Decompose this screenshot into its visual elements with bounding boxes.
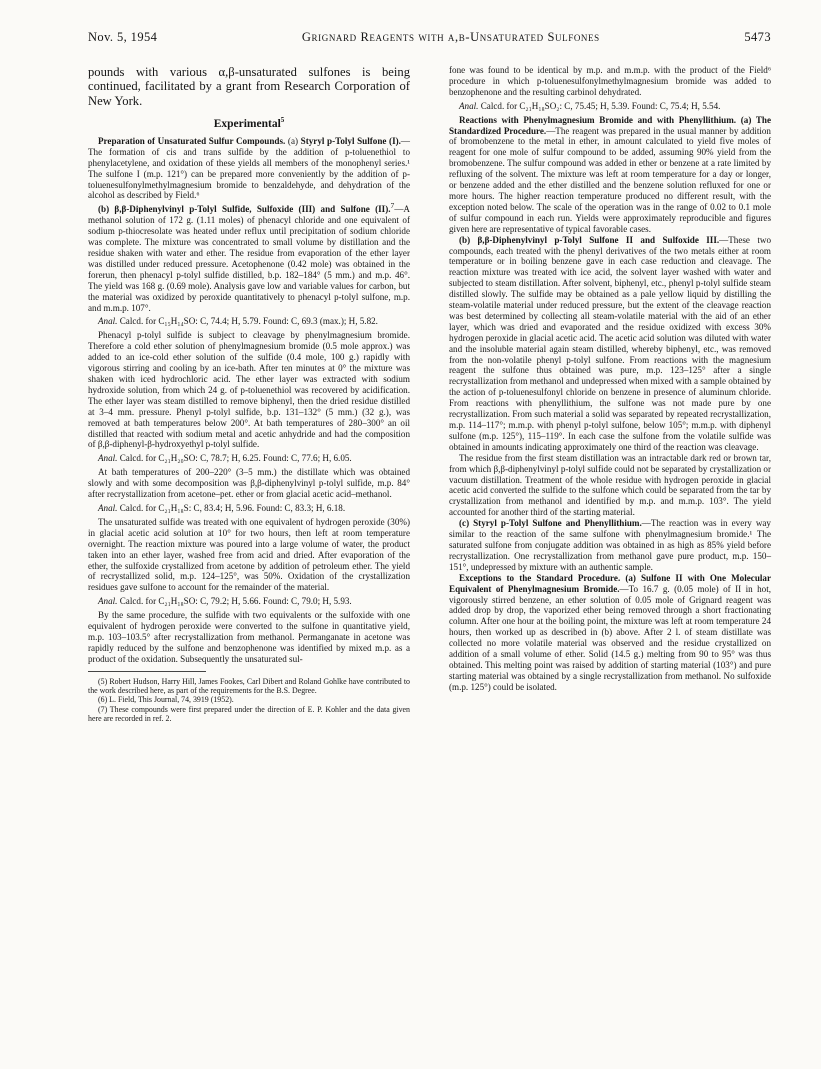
analysis-label: Anal. — [98, 596, 118, 607]
paragraph-distillate: At bath temperatures of 200–220° (3–5 mm.) the distillate which was obtained slowly and with some decomposition was β,β-diphenylvinyl p-tolyl sulfide, m.p. 84° after recrystallization from acetone–pet. ether or from glacial acetic acid–methanol. — [88, 467, 410, 500]
item-label: (a) — [287, 135, 299, 146]
closing-paragraph: pounds with various α,β-unsaturated sulfones is being continued, facilitated by a grant from Research Corporation of New York. — [88, 65, 410, 108]
paragraph-sulfone: By the same procedure, the sulfide with two equivalents or the sulfoxide with one equivalent of hydrogen peroxide were converted to the sulfone in quantitative yield, m.p. 103–103.5° after recrystallization from methanol. Permanganate in acetone was rapidly reduced by the sulfone and benzophenone was identified by mixed m.p. as a product of the oxidation. Subsequently the unsaturated sul- — [88, 610, 410, 664]
section-title: Experimental — [213, 118, 281, 131]
subheading: (a) Sulfone II with One Molecular Equivalent of Phenylmagnesium Bromide. — [449, 572, 771, 594]
analysis-label: Anal. — [98, 316, 118, 327]
subheading: (b) β,β-Diphenylvinyl p-Tolyl Sulfone II and Sulfoxide III. — [459, 234, 720, 245]
analysis-values: Calcd. for C₁₅H₁₄SO: C, 74.4; H, 5.79. Found: C, 69.3 (max.); H, 5.82. — [119, 316, 378, 327]
paragraph-sulfoxide: The unsaturated sulfide was treated with one equivalent of hydrogen peroxide (30%) in glacial acetic acid solution at 10° for two hours, then left at room temperature overnight. The reaction mixture was poured into a large volume of water, the product taken into an ether layer, washed free from acid and dried. After evaporation of the ether, the sulfoxide crystallized from acetone by addition of petroleum ether. The yield of recrystallized solid, m.p. 124–125°, was 50%. Oxidation of the crystallization residues gave sulfone to account for the remainder of the material. — [88, 516, 410, 593]
section-footnote-ref: 5 — [280, 116, 285, 125]
issue-date: Nov. 5, 1954 — [88, 30, 158, 44]
analysis-label: Anal. — [98, 502, 118, 513]
paragraph-body: —The reagent was prepared in the usual manner by addition of bromobenzene to the metal in ether, in amount calculated to yield five moles of reagent for one mole of sulfur compound to be added, assuming 90% yield from the bromobenzene. The sulfur compound was added in ether or benzene at a rate limited by refluxing of the solvent. The mixture was left at room temperature for a day or longer, or benzene added and the ether distilled and the benzene solution refluxed for one or more hours. The higher reaction temperature produced no different result, with the exception noted below. The scale of the operation was in the range of 0.02 to 0.1 mole of sulfur compound in each run. Yields were approximately reproducible and figures given here are representative of typical favorable cases. — [449, 125, 771, 234]
analysis-values: Calcd. for C₂₁H₁₈S: C, 83.4; H, 5.96. Found: C, 83.3; H, 6.18. — [119, 502, 346, 513]
analysis-line — [88, 503, 410, 514]
section-heading — [88, 115, 410, 130]
paragraph-body: —These two compounds, each treated with the phenyl derivatives of the two metals either at room temperature or in boiling benzene gave in each case reduction and cleavage. The reaction mixture was treated with ice acid, the solvent layer washed with water and subjected to steam distillation. After solvent, biphenyl, etc., phenyl p-tolyl sulfide steam distilled slowly. The sulfide may be obtained as a pale yellow liquid by distilling the steam-volatile material under reduced pressure, but the extent of the cleavage reaction was best determined by collecting all steam-volatile material with the aid of an ether layer, which was dried and evaporated and the residue oxidized with excess 30% hydrogen peroxide in glacial acetic acid. The acetic acid solution was diluted with water and the insoluble material again steam distilled, whereby biphenyl, etc., was removed from the non-volatile phenyl p-tolyl sulfone. From reactions with the magnesium reagent the sulfone thus obtained was pure, m.p. 123–125° after a single recrystallization from methanol and undepressed when mixed with a sample obtained by the action of p-toluenesulfonyl chloride on benzene in presence of aluminum chloride. From reactions with phenyllithium, the sulfone was not made pure by one recrystallization. From such material a solid was separated by repeated recrystallization, m.p. 114–117°; m.m.p. with phenyl p-tolyl sulfone, below 105°; m.m.p. with diphenyl sulfone (m.p. 125°), 115–119°. In each case the sulfone from the volatile sulfide was obtained in amounts indicating approximately one third of the reaction was cleavage. — [449, 234, 772, 452]
footnote-6: (6) L. Field, This Journal, 74, 3919 (1952). — [98, 695, 234, 705]
analysis-line — [88, 596, 410, 607]
subheading: (b) β,β-Diphenylvinyl p-Tolyl Sulfide, Sulfoxide (III) and Sulfone (II). — [98, 204, 391, 215]
analysis-values: Calcd. for C₂₁H₁₈SO: C, 79.2; H, 5.66. Found: C, 79.0; H, 5.93. — [119, 596, 352, 607]
paragraph-body: —The reaction was in every way similar to the reaction of the same sulfone with phenylmagnesium bromide.¹ The saturated sulfone from conjugate addition was obtained in as high as 85% yield before recrystallization. One recrystallization from methanol gave pure product, m.p. 150–151°, undepressed by mixture with an authentic sample. — [449, 518, 771, 572]
paragraph-cleavage: Phenacyl p-tolyl sulfide is subject to cleavage by phenylmagnesium bromide. Therefore a cold ether solution of phenylmagnesium bromide (0.5 mole approx.) was added to an ice-cold ether solution of the sulfide (0.4 mole, 100 g.) rapidly with vigorous stirring and cooling by an ice-bath. After ten minutes at 0° the mixture was shaken with iced hydrochloric acid. The ether layer was extracted with sodium hydroxide solution, from which 24 g. of p-toluenethiol was recovered by acidification. The ether layer was steam distilled to remove biphenyl, then the dried residue distilled at 3–4 mm. pressure. Phenyl p-tolyl sulfide, b.p. 131–132° (5 mm.) (32 g.), was removed at bath temperatures below 200°. At bath temperatures of 280–300° an oil distilled that reacted with sodium metal and acetic anhydride and had the composition of β,β-diphenyl-β-hydroxyethyl p-tolyl sulfide. — [88, 330, 410, 450]
paragraph-sulfone-sulfoxide — [449, 235, 771, 453]
paragraph-reactions — [449, 115, 771, 235]
analysis-label: Anal. — [459, 100, 479, 111]
subheading: Styryl p-Tolyl Sulfone (I). — [300, 135, 401, 146]
paragraph-heading: Reactions with Phenylmagnesium Bromide and with Phenyllithium. — [459, 114, 737, 125]
paragraph-body: —To 16.7 g. (0.05 mole) of II in hot, vigorously stirred benzene, an ether solution of 0.05 mole of Grignard reagent was added drop by drop, the vaporized ether being removed through a short fractionating column. After one hour at the boiling point, the mixture was left at room temperature 24 hours, then worked up as described in (b) above. After 2 l. of steam distillate was collected no more volatile material was observed and the residue crystallized on addition of a small volume of ether. Solid (14.5 g.) melting from 90 to 95° was thus obtained. This melting point was raised by addition of starting material (103°) and pure starting material was obtained by a single recrystallization from methanol. No sulfoxide (m.p. 125°) could be isolated. — [449, 583, 771, 692]
running-title: Grignard Reagents with α,β-Unsaturated Sulfones — [301, 30, 600, 44]
paragraph-body: —The formation of cis and trans sulfide by the addition of p-toluenethiol to phenylacetylene, and oxidation of these yields all members of the monophenyl series.¹ The sulfone I (m.p. 121°) can be prepared more conveniently by the addition of p-toluenesulfonylmethylmagnesium bromide to benzaldehyde, and dehydration of the alcohol as described by Field.⁶ — [88, 135, 411, 201]
analysis-line — [449, 101, 771, 112]
paragraph-exceptions — [449, 573, 771, 693]
analysis-line — [88, 316, 410, 327]
footnotes — [88, 671, 410, 724]
paragraph-continued: fone was found to be identical by m.p. and m.m.p. with the product of the Field⁶ procedure in which p-toluenesulfonylmethylmagnesium bromide was added to benzophenone and the resulting carbinol dehydrated. — [449, 65, 771, 97]
two-column-body — [88, 65, 771, 724]
footnote-rule — [88, 671, 206, 672]
analysis-line — [88, 453, 410, 464]
right-column — [449, 65, 771, 724]
analysis-values: Calcd. for C₂₁H₂₀SO: C, 78.7; H, 6.25. Found: C, 77.6; H, 6.05. — [119, 453, 352, 464]
subheading: (c) Styryl p-Tolyl Sulfone and Phenyllithium. — [459, 518, 642, 529]
paragraph-styryl — [449, 518, 771, 573]
running-head — [88, 30, 771, 45]
paragraph-body: —A methanol solution of 172 g. (1.11 moles) of phenacyl chloride and one equivalent of sodium p-thiocresolate was heated under reflux until precipitation of sodium chloride was complete. The mixture was concentrated to small volume by distillation and the residue shaken with water and ether. The residue from evaporation of the ether layer was distilled under reduced pressure. Acetophenone (0.42 mole) was obtained in the forerun, then phenacyl p-tolyl sulfide distilled, b.p. 182–184° (5 mm.) and m.p. 46°. The yield was 168 g. (0.69 mole). Analysis gave low and variable values for carbon, but the material was oxidized by peroxide quantitatively to phenacyl p-tolyl sulfone, m.p. and m.m.p. 107°. — [88, 204, 410, 313]
footnote-ref: 7 — [390, 201, 395, 211]
paragraph-preparation — [88, 136, 410, 201]
analysis-values: Calcd. for C₂₁H₁₈SO₂: C, 75.45; H, 5.39. Found: C, 75.4; H, 5.54. — [480, 100, 721, 111]
page-number: 5473 — [744, 30, 771, 44]
paragraph-diphenylvinyl — [88, 201, 410, 313]
paragraph-residue: The residue from the first steam distillation was an intractable dark red or brown tar, from which β,β-diphenylvinyl p-tolyl sulfide could not be separated by crystallization or vacuum distillation. Treatment of the whole residue with hydrogen peroxide in glacial acetic acid converted the sulfide to the sulfone which could be separated from the tar by crystallization from methanol and identified by m.p. and m.m.p. 103°. The yield accounted for another third of the starting material. — [449, 452, 771, 518]
analysis-label: Anal. — [98, 453, 118, 464]
footnote-5: (5) Robert Hudson, Harry Hill, James Fookes, Carl Dibert and Roland Gohlke have contributed to the work described here, as part of the requirements for the B.S. Degree. — [88, 676, 410, 696]
footnote-7: (7) These compounds were first prepared under the direction of E. P. Kohler and the data given here are recorded in ref. 2. — [88, 704, 410, 724]
left-column — [88, 65, 410, 724]
paragraph-heading: Exceptions to the Standard Procedure. — [459, 572, 621, 583]
subheading: (a) The Standardized Procedure. — [449, 114, 771, 136]
paragraph-heading: Preparation of Unsaturated Sulfur Compounds. — [98, 135, 286, 146]
